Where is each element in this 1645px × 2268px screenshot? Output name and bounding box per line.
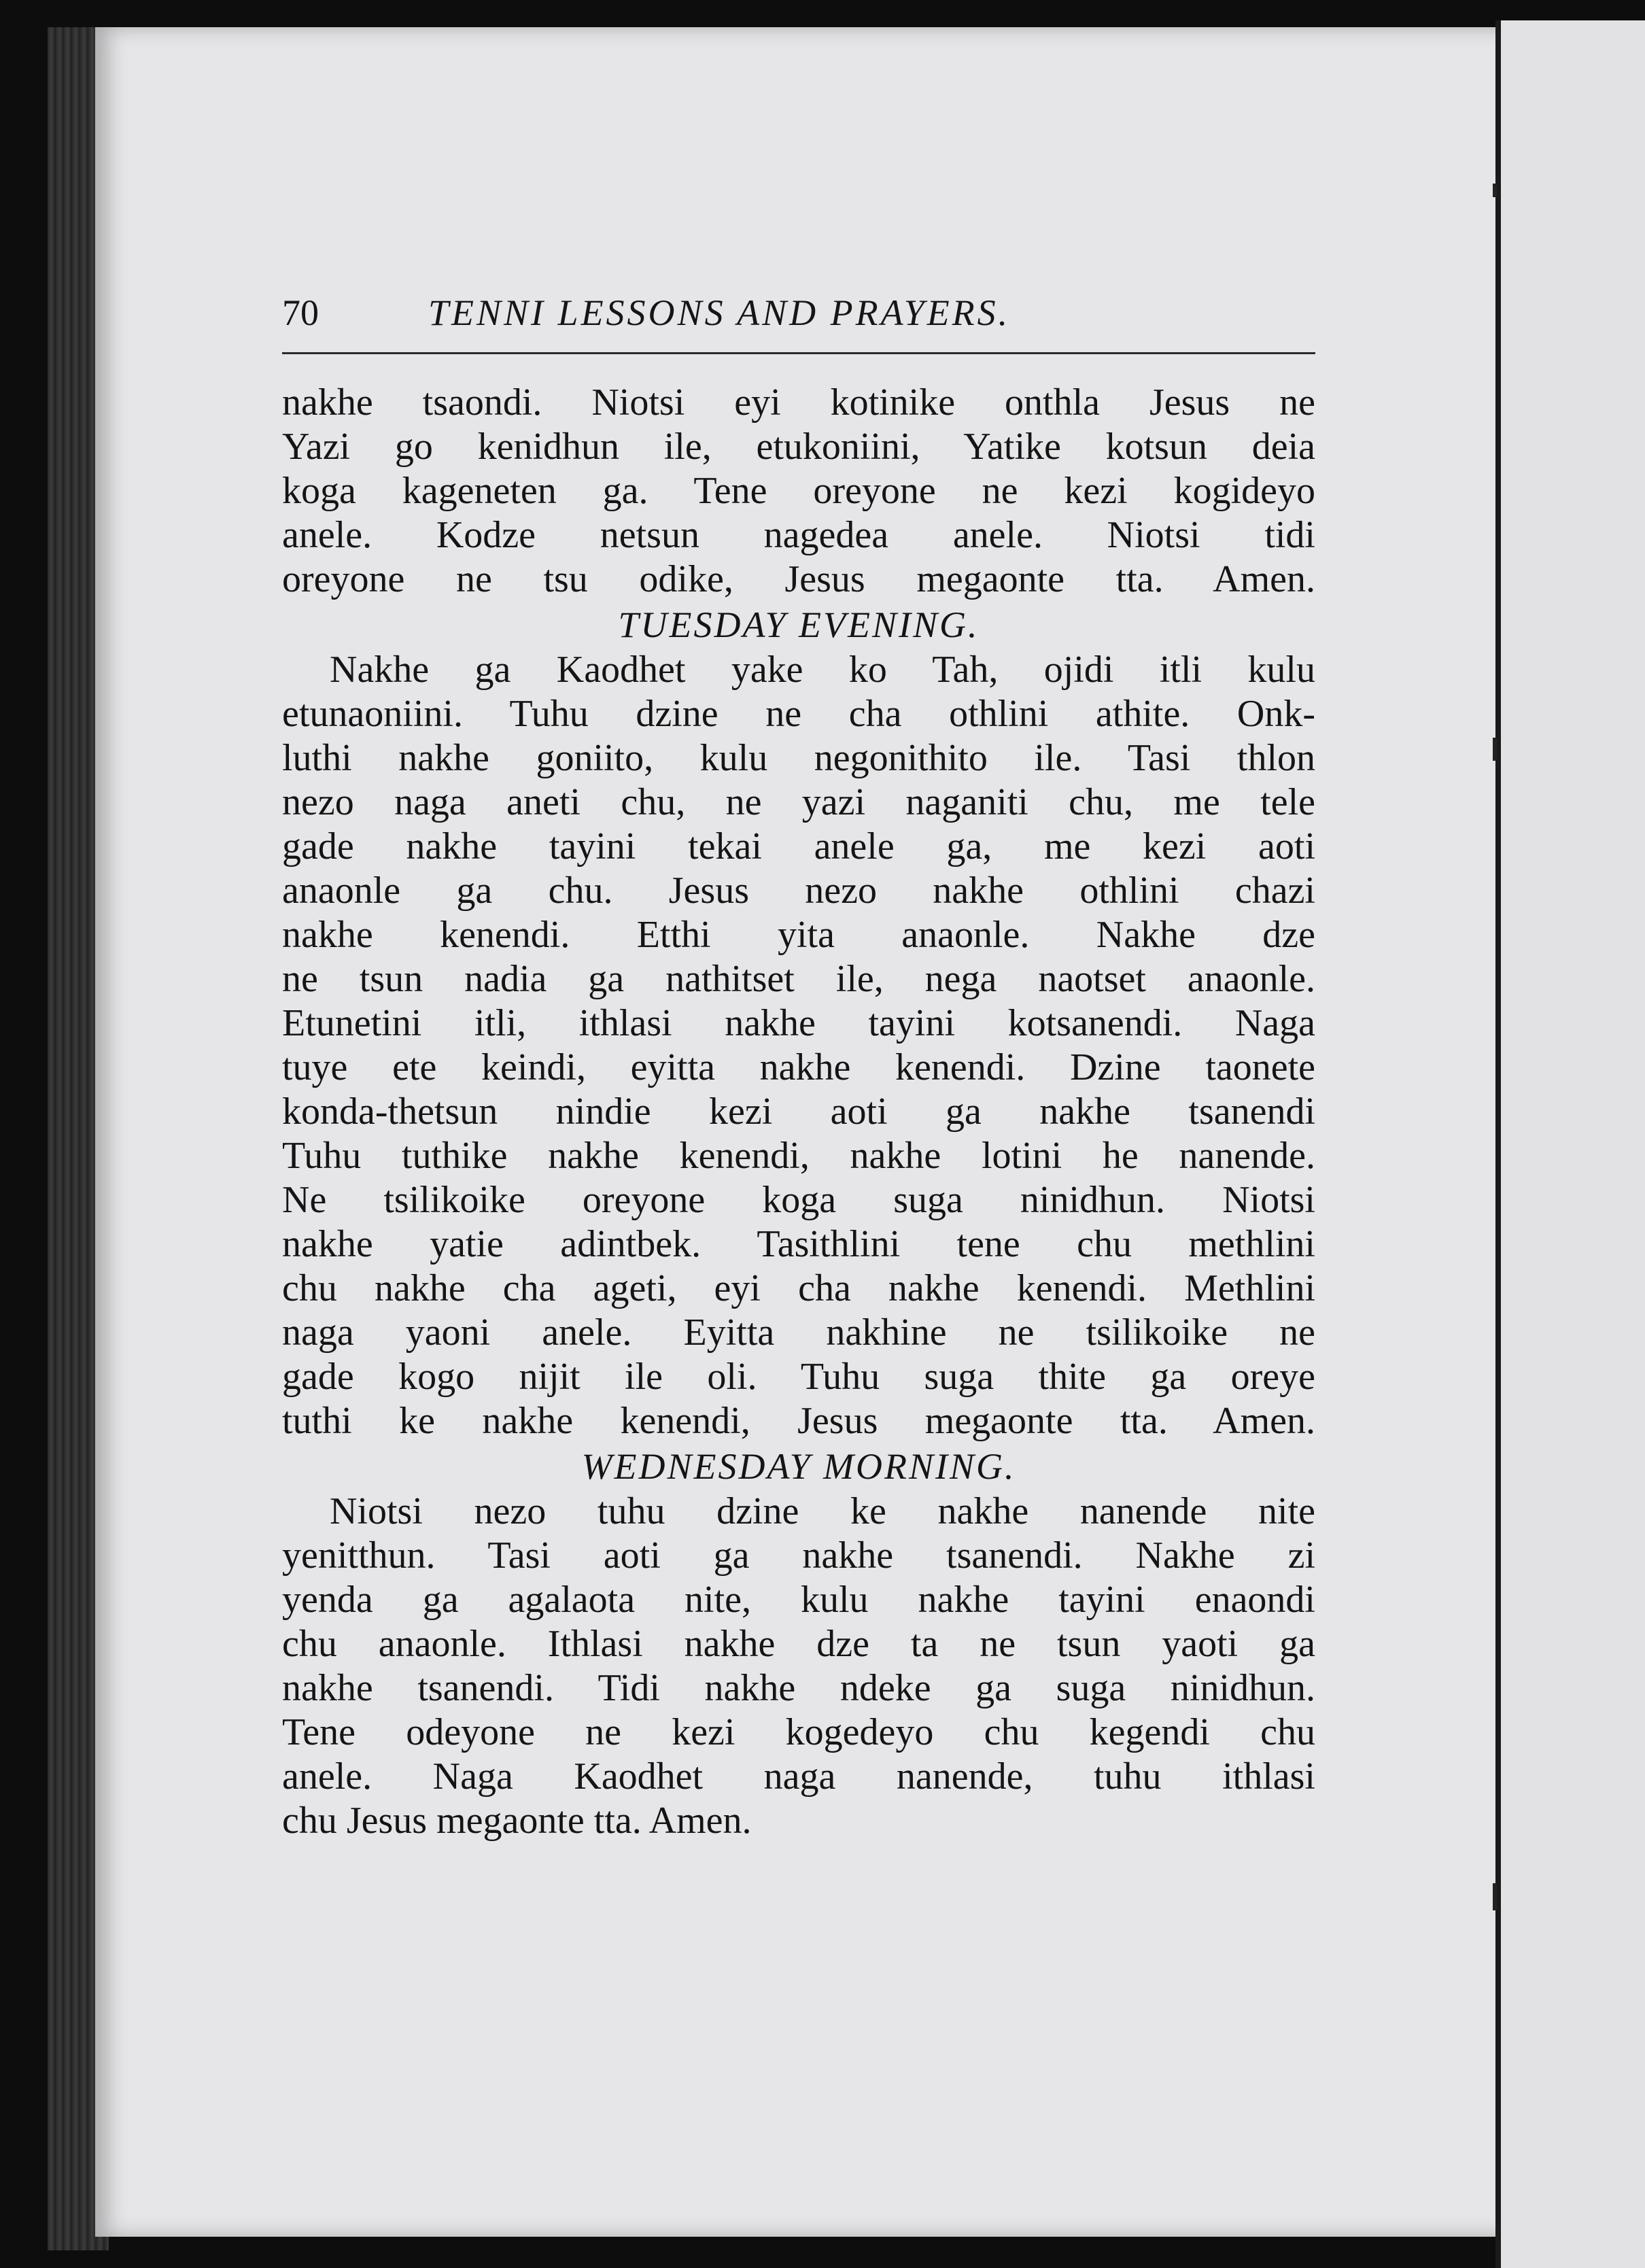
- text-line: nakhe tsanendi. Tidi nakhe ndeke ga suga ninidhun.: [282, 1667, 1315, 1709]
- text-line: Tuhu tuthike nakhe kenendi, nakhe lotini he nanende.: [282, 1135, 1315, 1177]
- binding-mark: [1493, 738, 1497, 761]
- text-line: nakhe tsaondi. Niotsi eyi kotinike onthla Jesus ne: [282, 381, 1315, 424]
- text-line: nakhe yatie adintbek. Tasithlini tene chu methlini: [282, 1223, 1315, 1265]
- text-line: tuthi ke nakhe kenendi, Jesus megaonte tta. Amen.: [282, 1400, 1315, 1442]
- section-heading-wednesday-morning: WEDNESDAY MORNING.: [581, 1446, 1016, 1487]
- binding-mark: [1493, 1883, 1497, 1910]
- tuesday-evening-paragraph: [282, 648, 1315, 1443]
- text-line: Etunetini itli, ithlasi nakhe tayini kotsanendi. Naga: [282, 1002, 1315, 1044]
- page-header: [282, 289, 1315, 337]
- page-number: 70: [282, 292, 319, 333]
- text-line: chu nakhe cha ageti, eyi cha nakhe kenendi. Methlini: [282, 1267, 1315, 1309]
- header-rule: [282, 352, 1315, 354]
- text-line: yenda ga agalaota nite, kulu nakhe tayini enaondi: [282, 1579, 1315, 1621]
- intro-paragraph: [282, 381, 1315, 602]
- page-body: [282, 381, 1315, 1843]
- text-line: Tene odeyone ne kezi kogedeyo chu kegendi chu: [282, 1711, 1315, 1753]
- wednesday-morning-paragraph: [282, 1490, 1315, 1843]
- text-line: konda-thetsun nindie kezi aoti ga nakhe tsanendi: [282, 1090, 1315, 1133]
- facing-page-edge: [1495, 20, 1645, 2268]
- text-line: chu anaonle. Ithlasi nakhe dze ta ne tsun yaoti ga: [282, 1623, 1315, 1665]
- text-line: Niotsi nezo tuhu dzine ke nakhe nanende nite: [330, 1490, 1315, 1532]
- text-line: chu Jesus megaonte tta. Amen.: [282, 1800, 752, 1842]
- text-line: naga yaoni anele. Eyitta nakhine ne tsilikoike ne: [282, 1311, 1315, 1354]
- text-line: nakhe kenendi. Etthi yita anaonle. Nakhe dze: [282, 914, 1315, 956]
- text-line: luthi nakhe goniito, kulu negonithito ile. Tasi thlon: [282, 737, 1315, 779]
- text-line: Yazi go kenidhun ile, etukoniini, Yatike kotsun deia: [282, 426, 1315, 468]
- text-line: gade nakhe tayini tekai anele ga, me kezi aoti: [282, 825, 1315, 867]
- text-line: ne tsun nadia ga nathitset ile, nega naotset anaonle.: [282, 958, 1315, 1000]
- section-heading-tuesday-evening: TUESDAY EVENING.: [618, 604, 980, 645]
- text-line: oreyone ne tsu odike, Jesus megaonte tta. Amen.: [282, 558, 1315, 600]
- text-line: anele. Kodze netsun nagedea anele. Niotsi tidi: [282, 514, 1315, 556]
- text-line: anele. Naga Kaodhet naga nanende, tuhu ithlasi: [282, 1755, 1315, 1798]
- text-line: yenitthun. Tasi aoti ga nakhe tsanendi. Nakhe zi: [282, 1534, 1315, 1577]
- text-line: Nakhe ga Kaodhet yake ko Tah, ojidi itli kulu: [330, 649, 1315, 691]
- text-line: tuye ete keindi, eyitta nakhe kenendi. Dzine taonete: [282, 1046, 1315, 1088]
- text-line: Ne tsilikoike oreyone koga suga ninidhun. Niotsi: [282, 1179, 1315, 1221]
- running-title: TENNI LESSONS AND PRAYERS.: [428, 292, 1011, 333]
- text-line: nezo naga aneti chu, ne yazi naganiti chu, me tele: [282, 781, 1315, 823]
- text-line: koga kageneten ga. Tene oreyone ne kezi kogideyo: [282, 470, 1315, 512]
- text-line: anaonle ga chu. Jesus nezo nakhe othlini chazi: [282, 870, 1315, 912]
- text-line: etunaoniini. Tuhu dzine ne cha othlini athite. Onk-: [282, 693, 1315, 735]
- text-line: gade kogo nijit ile oli. Tuhu suga thite ga oreye: [282, 1356, 1315, 1398]
- binding-mark: [1493, 184, 1497, 197]
